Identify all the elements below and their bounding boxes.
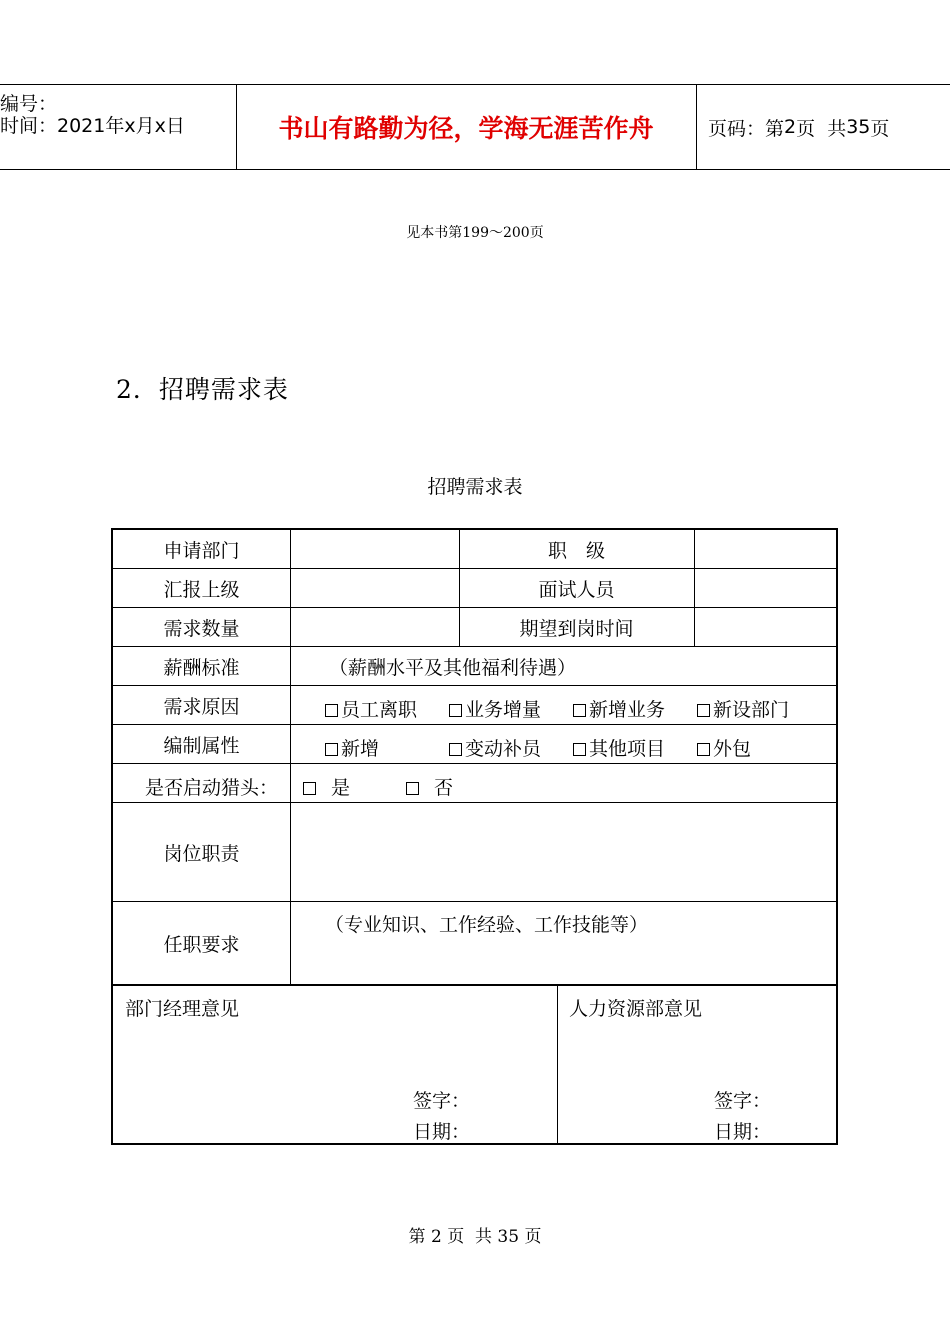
checkbox-icon — [325, 743, 338, 756]
header-page-code — [708, 85, 889, 169]
superior-field[interactable] — [291, 569, 459, 607]
footer-suffix: 页 — [524, 1227, 542, 1247]
number-label: 编号： — [0, 93, 58, 115]
manager-date-label: 日期： — [413, 1121, 471, 1143]
salary-hint: （薪酬水平及其他福利待遇） — [329, 657, 577, 679]
checkbox-icon — [406, 782, 419, 795]
interviewer-label: 面试人员 — [538, 579, 615, 601]
page-code-suffix: 页 — [870, 117, 890, 140]
col-divider — [557, 984, 558, 1145]
superior-label: 汇报上级 — [163, 579, 240, 601]
staffing-label: 编制属性 — [163, 735, 240, 757]
headhunter-label: 是否启动猎头： — [145, 777, 279, 799]
quantity-field[interactable] — [291, 608, 459, 646]
reason-option-resignation[interactable]: 员工离职 — [325, 695, 417, 722]
page-code-total: 35 — [846, 116, 871, 138]
staffing-option-other[interactable]: 其他项目 — [573, 734, 665, 761]
arrival-label: 期望到岗时间 — [519, 618, 634, 640]
staffing-option-outsource[interactable]: 外包 — [697, 734, 751, 761]
reason-label: 需求原因 — [163, 696, 240, 718]
page-code-mid: 页 共 — [796, 117, 847, 140]
reference-note: 见本书第199～200页 — [406, 225, 544, 241]
level-label: 职 级 — [547, 540, 605, 562]
form-title: 招聘需求表 — [427, 476, 523, 498]
reason-option-business-growth[interactable]: 业务增量 — [449, 695, 541, 722]
dept-label: 申请部门 — [163, 540, 240, 562]
staffing-option-replacement[interactable]: 变动补员 — [449, 734, 541, 761]
checkbox-icon — [697, 743, 710, 756]
hr-date-label: 日期： — [714, 1121, 772, 1143]
salary-label: 薪酬标准 — [163, 657, 240, 679]
duties-field[interactable] — [291, 803, 836, 901]
checkbox-icon — [449, 704, 462, 717]
hr-signature-label: 签字： — [714, 1090, 772, 1112]
footer-page: 2 — [430, 1227, 442, 1247]
header-meta — [0, 85, 237, 169]
checkbox-icon — [573, 704, 586, 717]
row-divider — [113, 984, 838, 986]
time-label: 时间：2021年x月x日 — [0, 115, 185, 137]
requirements-label: 任职要求 — [163, 933, 240, 956]
checkbox-icon — [697, 704, 710, 717]
staffing-option-new[interactable]: 新增 — [325, 734, 379, 761]
page-code-prefix: 页码：第 — [708, 117, 785, 140]
page-footer — [0, 1222, 950, 1247]
checkbox-icon — [449, 743, 462, 756]
footer-mid: 页 共 — [447, 1227, 492, 1247]
recruitment-form — [111, 528, 838, 1145]
requirements-hint: （专业知识、工作经验、工作技能等） — [325, 914, 649, 936]
footer-prefix: 第 — [408, 1227, 426, 1247]
duties-label: 岗位职责 — [163, 842, 240, 865]
header-motto: 书山有路勤为径，学海无涯苦作舟 — [236, 85, 697, 169]
arrival-field[interactable] — [695, 608, 836, 646]
manager-signature-label: 签字： — [413, 1090, 471, 1112]
checkbox-icon — [573, 743, 586, 756]
page-header — [0, 84, 950, 170]
checkbox-icon — [303, 782, 316, 795]
section-title: 2．招聘需求表 — [116, 375, 289, 404]
manager-opinion-label: 部门经理意见 — [125, 998, 240, 1020]
footer-total: 35 — [497, 1227, 520, 1247]
interviewer-field[interactable] — [695, 569, 836, 607]
headhunter-no[interactable]: 否 — [406, 773, 453, 800]
dept-field[interactable] — [291, 530, 459, 568]
hr-opinion-label: 人力资源部意见 — [569, 998, 703, 1020]
page-code-num: 2 — [784, 116, 797, 138]
headhunter-yes[interactable]: 是 — [303, 773, 350, 800]
checkbox-icon — [325, 704, 338, 717]
reason-option-new-business[interactable]: 新增业务 — [573, 695, 665, 722]
quantity-label: 需求数量 — [163, 618, 240, 640]
reason-option-new-dept[interactable]: 新设部门 — [697, 695, 789, 722]
level-field[interactable] — [695, 530, 836, 568]
